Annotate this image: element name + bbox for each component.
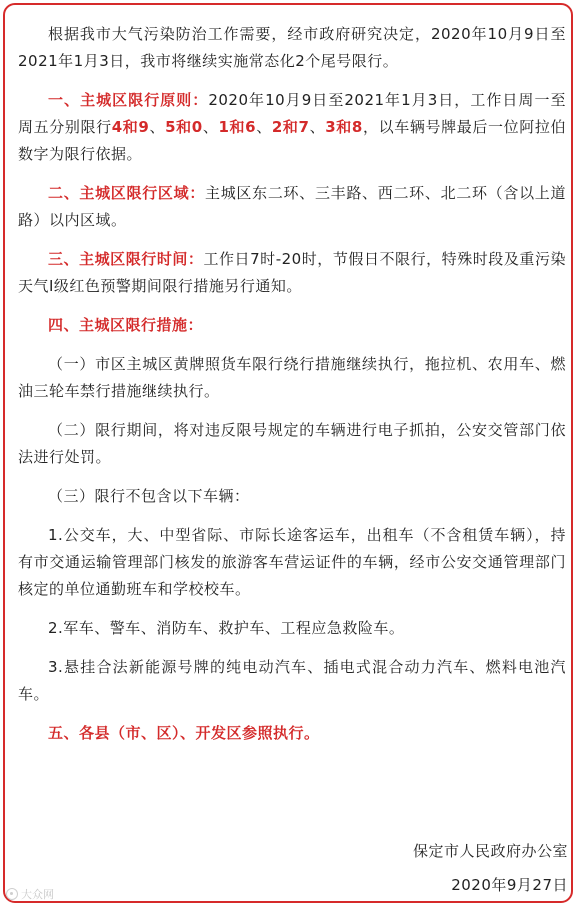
section-1-text-a: 2020年10月9日至2021年1月3日，工作日周一至周五分别限行	[18, 91, 566, 136]
section-2-text: 主城区东二环、三丰路、西二环、北二环（含以上道路）以内区域。	[18, 184, 566, 229]
section-4-item-1: （一）市区主城区黄牌照货车限行绕行措施继续执行，拖拉机、农用车、燃油三轮车禁行措施继续执行。	[18, 355, 566, 400]
exemption-item-3: 3.悬挂合法新能源号牌的纯电动汽车、插电式混合动力汽车、燃料电池汽车。	[18, 658, 566, 703]
section-2-heading: 二、主城区限行区域：	[48, 184, 206, 202]
section-1-text-b: ，以车辆号牌最后一位阿拉伯数字为限行依据。	[18, 118, 566, 163]
section-3-text: 工作日7时-20时，节假日不限行，特殊时段及重污染天气I级红色预警期间限行措施另行通知。	[18, 250, 566, 295]
pair-separator-1: 、	[149, 118, 166, 136]
section-4-heading: 四、主城区限行措施：	[48, 316, 204, 334]
plate-pair-2: 5和0	[165, 118, 203, 136]
plate-pair-3: 1和6	[218, 118, 257, 136]
section-4-item-3: （三）限行不包含以下车辆：	[48, 487, 250, 505]
section-2-paragraph	[18, 180, 566, 234]
watermark	[6, 886, 54, 902]
section-1-heading: 一、主城区限行原则：	[48, 91, 209, 109]
watermark-logo-icon	[6, 888, 18, 900]
signature-date: 2020年9月27日	[451, 876, 568, 894]
plate-pair-1: 4和9	[111, 118, 150, 136]
section-5-heading: 五、各县（市、区）、开发区参照执行。	[48, 724, 320, 742]
pair-separator-4: 、	[309, 118, 326, 136]
plate-pair-4: 2和7	[271, 118, 310, 136]
exemption-item-2: 2.军车、警车、消防车、救护车、工程应急救险车。	[48, 619, 405, 637]
intro-paragraph: 根据我市大气污染防治工作需要，经市政府研究决定，2020年10月9日至2021年1月3日，我市将继续实施常态化2个尾号限行。	[18, 25, 566, 70]
section-1-paragraph	[18, 87, 566, 168]
signature-organization: 保定市人民政府办公室	[412, 842, 568, 860]
section-4-item-2: （二）限行期间，将对违反限号规定的车辆进行电子抓拍，公安交管部门依法进行处罚。	[18, 421, 566, 466]
pair-separator-3: 、	[256, 118, 272, 136]
pair-separator-2: 、	[202, 118, 219, 136]
watermark-text: 大众网	[21, 888, 54, 901]
section-3-paragraph	[18, 246, 566, 300]
exemption-item-1: 1.公交车，大、中型省际、市际长途客运车，出租车（不含租赁车辆），持有市交通运输管理部门核发的旅游客车营运证件的车辆，经市公安交通管理部门核定的单位通勤班车和学校校车。	[18, 526, 566, 598]
section-3-heading: 三、主城区限行时间：	[48, 250, 204, 268]
notice-body	[18, 21, 566, 759]
plate-pair-5: 3和8	[325, 118, 363, 136]
